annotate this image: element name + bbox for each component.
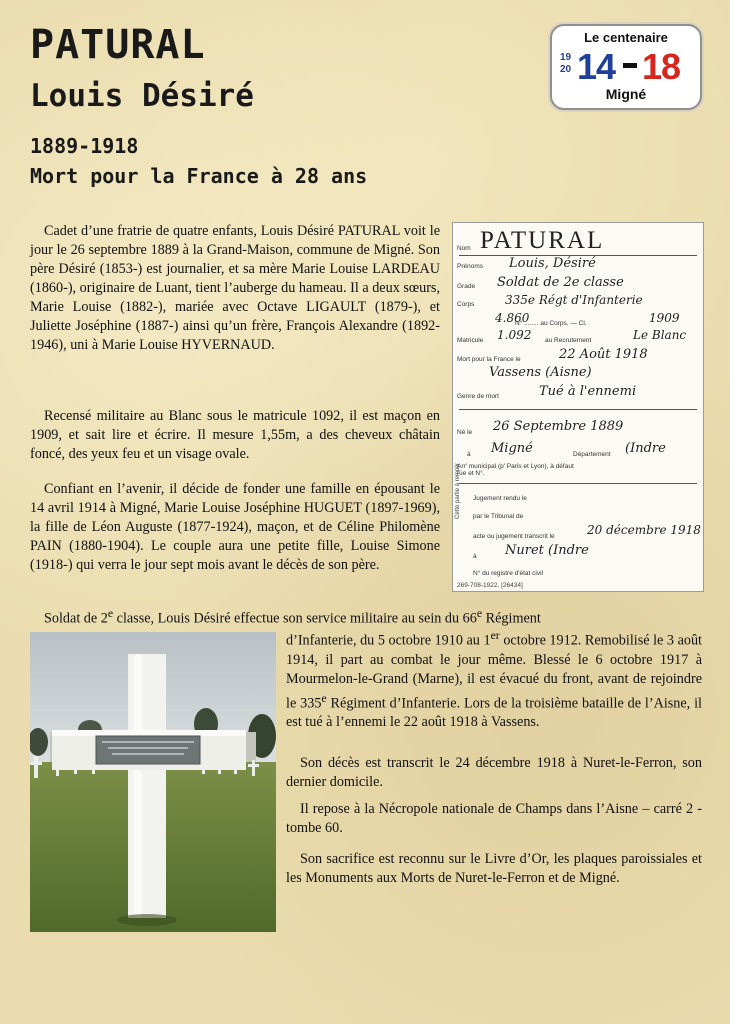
- card-label-a: à: [467, 451, 471, 458]
- surname-title: PATURAL: [30, 22, 206, 68]
- card-vertical-text: Cette partie à remplir: [455, 462, 461, 519]
- paragraph-sepulture: Il repose à la Nécropole nationale de Champs dans l’Aisne – carré 2 - tombe 60.: [286, 801, 702, 836]
- first-names-title: Louis Désiré: [30, 78, 254, 114]
- grave-cross-illustration: [30, 632, 276, 932]
- card-rule: [459, 409, 697, 410]
- card-label-arr: Arr' municipal (p' Paris et Lyon), à défaut rue et N°.: [457, 463, 574, 477]
- card-value-transcrit: 20 décembre 1918: [587, 523, 701, 537]
- superscript: e: [476, 606, 483, 620]
- card-value-mort-date: 22 Août 1918: [559, 347, 648, 362]
- card-value-recrutement: Le Blanc: [633, 328, 687, 342]
- card-value-transcrit-lieu: Nuret (Indre: [505, 543, 589, 558]
- card-label-recrutement: au Recrutement: [545, 337, 592, 344]
- paragraph-deces: Son décès est transcrit le 24 décembre 1918 à Nuret-le-Ferron, son dernier domicile.: [286, 755, 702, 790]
- card-label-acte: acte ou jugement transcrit le: [473, 533, 555, 540]
- text-fragment: classe, Louis Désiré effectue son service militaire au sein du 66: [113, 610, 477, 627]
- card-value-ne-date: 26 Septembre 1889: [493, 419, 624, 434]
- logo-year-top: 19: [560, 52, 572, 63]
- card-label-departement: Département: [573, 451, 611, 458]
- logo-numbers: [560, 46, 696, 86]
- paragraph-memoire: Son sacrifice est reconnu sur le Livre d’Or, les plaques paroissiales et les Monuments aux Morts de Nuret-le-Ferron et de Migné.: [286, 851, 702, 886]
- text-fragment: Soldat de 2: [44, 610, 108, 627]
- logo-number-14: 14: [577, 46, 616, 87]
- card-value-corps: 335e Régt d'Infanterie: [505, 293, 643, 307]
- card-value-mort-lieu: Vassens (Aisne): [489, 365, 592, 380]
- card-surname: PATURAL: [480, 227, 605, 254]
- superscript: e: [107, 606, 114, 620]
- logo-dash: [623, 63, 637, 68]
- grave-photo: [30, 632, 276, 932]
- paragraph-service: [286, 626, 702, 732]
- card-value-grade: Soldat de 2e classe: [497, 275, 624, 290]
- card-label-classe: N° ........ au Corps. — Cl.: [515, 320, 587, 327]
- life-dates: 1889-1918: [30, 134, 139, 158]
- card-value-classe-year: 1909: [649, 311, 680, 325]
- centenaire-logo: [550, 24, 702, 110]
- card-label-a2: à: [473, 553, 477, 560]
- paragraph-recensement: Recensé militaire au Blanc sous le matricule 1092, il est maçon en 1909, et sait lire et écrire. Il mesure 1,55m, a des cheveux châtain foncé, des yeux feu et un visage ovale.: [30, 408, 440, 462]
- card-label-jugement2: par le Tribunal de: [473, 513, 524, 520]
- paragraph-mariage: Confiant en l’avenir, il décide de fonder une famille en épousant le 14 avril 1914 à Migné, Marie Louise Joséphine HUGUET (1897-1969), la fille de Léon Auguste (1877-1924), maçon, et de Céline Philomène PAIN (1880-1904). Le couple aura une petite fille, Louise Simone (1918-) qui verra le jour sept mois avant le décès de son père.: [30, 481, 440, 573]
- text-fragment: octobre 1912. Remobilisé le 3 août 1914, il part au combat le jour même. Blessé le 6 octobre 1917 à Mourmelon-le-Grand (Marne), il est évacué du front, avant de rejoindre le 335: [286, 632, 702, 712]
- card-label-nom: Nom: [457, 245, 471, 252]
- card-label-grade: Grade: [457, 283, 476, 290]
- card-footer: 269-708-1922. [26434]: [457, 582, 523, 589]
- card-label-mort: Mort pour la France le: [457, 356, 521, 363]
- superscript: e: [321, 690, 327, 705]
- card-value-departement: (Indre: [625, 441, 666, 456]
- card-rule: [459, 483, 697, 484]
- military-record-card: [452, 222, 704, 592]
- card-label-registre: N° du registre d'état civil: [473, 570, 543, 577]
- logo-top-text: Le centenaire: [584, 30, 668, 45]
- logo-number-18: 18: [642, 46, 681, 87]
- card-label-matricule: Matricule: [457, 337, 484, 344]
- card-label-ne: Né le: [457, 429, 473, 436]
- card-value-ne-lieu: Migné: [491, 441, 533, 456]
- text-fragment: Régiment d’Infanterie. Lors de la troisième bataille de l’Aisne, il est tué à l’ennemi le 22 août 1918 à Vassens.: [286, 695, 702, 731]
- card-label-genre: Genre de mort: [457, 393, 499, 400]
- superscript: er: [490, 628, 500, 642]
- text-fragment: Régiment: [482, 610, 541, 627]
- logo-town: Migné: [605, 86, 647, 102]
- card-label-corps: Corps: [457, 301, 475, 308]
- card-value-classe-no: 4.860: [495, 311, 530, 325]
- card-value-matricule: 1.092: [497, 328, 532, 342]
- card-label-prenoms: Prénoms: [457, 263, 484, 270]
- paragraph-family: Cadet d’une fratrie de quatre enfants, Louis Désiré PATURAL voit le jour le 26 septembre 1889 à la Grand-Maison, commune de Migné. Son père Désiré (1853-) est journalier, et sa mère Marie Louise LARDEAU (1860-), originaire de Luant, tient l’auberge du hameau. Il a deux sœurs, Marie Louise (1882-), mariée avec Octave LIGAULT (1879-), et Juliette Joséphine (1887-) ainsi qu’un frère, François Alexandre (1892-1946), uni à Marie Louise HYVERNAUD.: [30, 223, 440, 353]
- logo-year-bottom: 20: [560, 64, 572, 75]
- card-label-jugement1: Jugement rendu le: [473, 495, 527, 502]
- mort-pour-la-france-subtitle: Mort pour la France à 28 ans: [30, 164, 368, 188]
- card-value-prenoms: Louis, Désiré: [509, 256, 596, 271]
- text-fragment: d’Infanterie, du 5 octobre 1910 au 1: [286, 632, 491, 649]
- card-value-genre: Tué à l'ennemi: [539, 384, 637, 399]
